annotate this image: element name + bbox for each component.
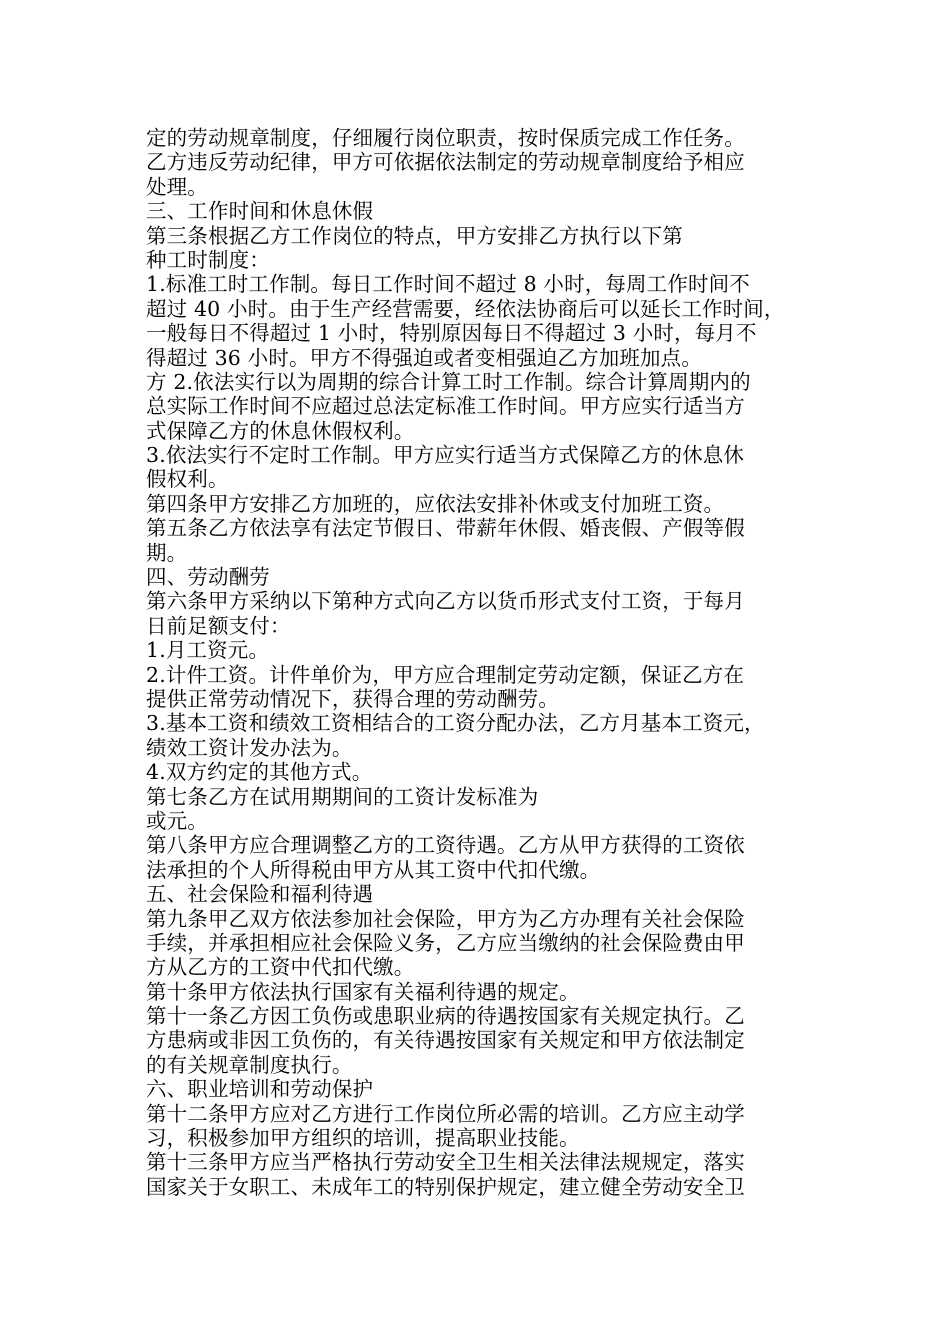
text-line: 超过 40 小时。由于生产经营需要，经依法协商后可以延长工作时间， xyxy=(146,296,785,321)
text-line: 定的劳动规章制度，仔细履行岗位职责，按时保质完成工作任务。 xyxy=(146,126,745,150)
section-heading: 六、职业培训和劳动保护 xyxy=(146,1077,374,1102)
text-line: 3.依法实行不定时工作制。甲方应实行适当方式保障乙方的休息休 xyxy=(146,443,745,468)
document-body xyxy=(146,126,826,1199)
text-line: 第十条甲方依法执行国家有关福利待遇的规定。 xyxy=(146,979,580,1004)
text-line: 第三条根据乙方工作岗位的特点，甲方安排乙方执行以下第 xyxy=(146,223,683,248)
text-line: 第五条乙方依法享有法定节假日、带薪年休假、婚丧假、产假等假 xyxy=(146,516,745,541)
text-line: 方从乙方的工资中代扣代缴。 xyxy=(146,955,415,980)
text-line: 第十二条甲方应对乙方进行工作岗位所必需的培训。乙方应主动学 xyxy=(146,1101,745,1126)
text-line: 方 2.依法实行以为周期的综合计算工时工作制。综合计算周期内的 xyxy=(146,369,751,394)
text-line: 第六条甲方采纳以下第种方式向乙方以货币形式支付工资，于每月 xyxy=(146,589,745,614)
text-line: 第七条乙方在试用期期间的工资计发标准为 xyxy=(146,784,539,809)
text-line: 第十三条甲方应当严格执行劳动安全卫生相关法律法规规定，落实 xyxy=(146,1150,745,1175)
text-line: 4.双方约定的其他方式。 xyxy=(146,760,373,785)
section-heading: 五、社会保险和福利待遇 xyxy=(146,882,374,907)
text-line: 种工时制度： xyxy=(146,247,270,272)
text-line: 国家关于女职工、未成年工的特别保护规定，建立健全劳动安全卫 xyxy=(146,1174,745,1199)
text-line: 提供正常劳动情况下，获得合理的劳动酬劳。 xyxy=(146,686,559,711)
text-line: 1.标准工时工作制。每日工作时间不超过 8 小时，每周工作时间不 xyxy=(146,272,750,297)
text-line: 手续，并承担相应社会保险义务，乙方应当缴纳的社会保险费由甲 xyxy=(146,930,745,955)
text-line: 习，积极参加甲方组织的培训，提高职业技能。 xyxy=(146,1126,580,1151)
text-line: 得超过 36 小时。甲方不得强迫或者变相强迫乙方加班加点。 xyxy=(146,345,702,370)
text-line: 或元。 xyxy=(146,808,208,833)
text-line: 第九条甲乙双方依法参加社会保险，甲方为乙方办理有关社会保险 xyxy=(146,906,745,931)
text-line: 第四条甲方安排乙方加班的，应依法安排补休或支付加班工资。 xyxy=(146,491,725,516)
section-heading: 四、劳动酬劳 xyxy=(146,565,270,590)
text-line: 绩效工资计发办法为。 xyxy=(146,735,353,760)
text-line: 第八条甲方应合理调整乙方的工资待遇。乙方从甲方获得的工资依 xyxy=(146,833,745,858)
text-line: 式保障乙方的休息休假权利。 xyxy=(146,418,415,443)
text-line: 方患病或非因工负伤的，有关待遇按国家有关规定和甲方依法制定 xyxy=(146,1028,745,1053)
text-line: 假权利。 xyxy=(146,467,229,492)
text-line: 法承担的个人所得税由甲方从其工资中代扣代缴。 xyxy=(146,857,601,882)
text-line: 第十一条乙方因工负伤或患职业病的待遇按国家有关规定执行。乙 xyxy=(146,1004,745,1029)
text-line: 2.计件工资。计件单价为，甲方应合理制定劳动定额，保证乙方在 xyxy=(146,662,745,687)
text-line: 的有关规章制度执行。 xyxy=(146,1052,353,1077)
text-line: 一般每日不得超过 1 小时，特别原因每日不得超过 3 小时，每月不 xyxy=(146,321,757,346)
text-line: 3.基本工资和绩效工资相结合的工资分配办法，乙方月基本工资元， xyxy=(146,711,765,736)
text-line: 乙方违反劳动纪律，甲方可依据依法制定的劳动规章制度给予相应 xyxy=(146,150,745,175)
section-heading: 三、工作时间和休息休假 xyxy=(146,199,374,224)
text-line: 日前足额支付： xyxy=(146,613,291,638)
text-line: 总实际工作时间不应超过总法定标准工作时间。甲方应实行适当方 xyxy=(146,394,745,419)
text-line: 期。 xyxy=(146,540,188,565)
text-line: 1.月工资元。 xyxy=(146,638,270,663)
text-line: 处理。 xyxy=(146,174,208,199)
